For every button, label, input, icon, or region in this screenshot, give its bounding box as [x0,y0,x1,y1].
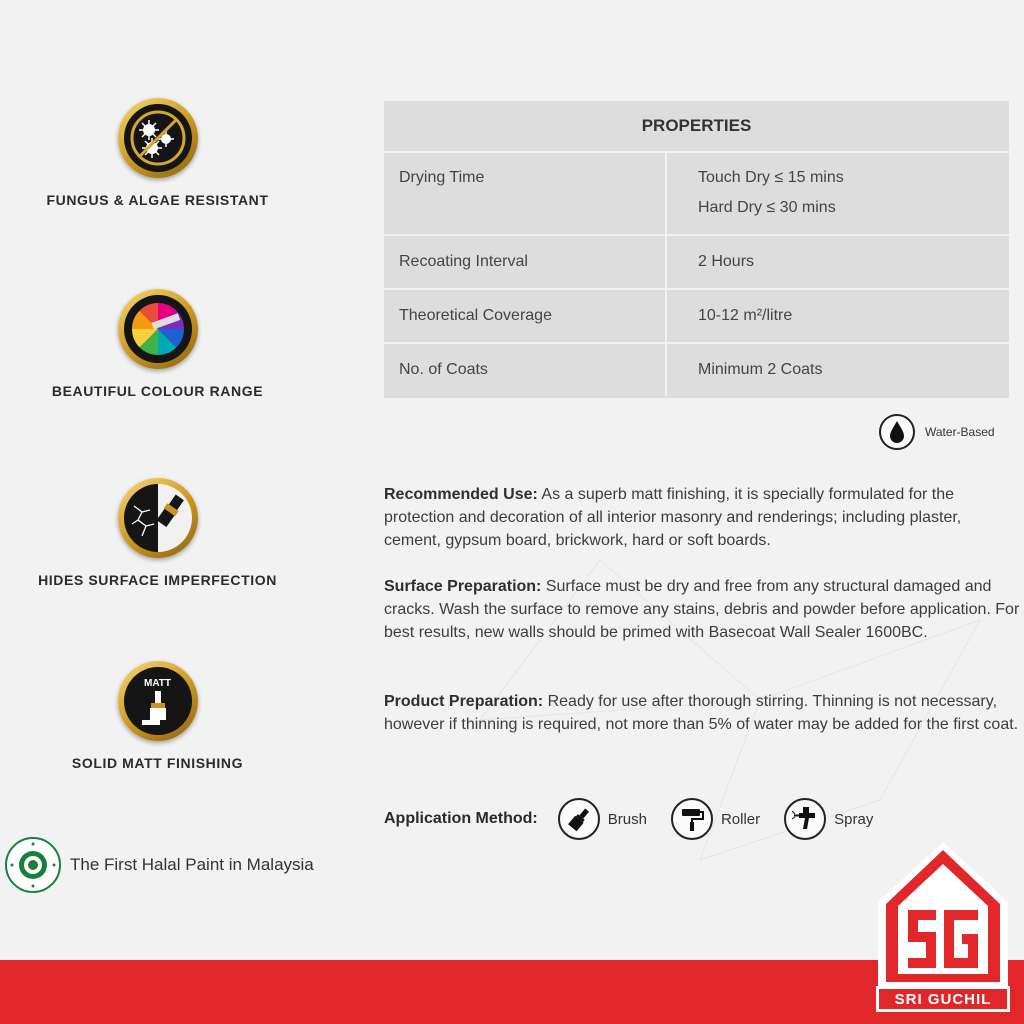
roller-icon [679,806,705,832]
water-based-indicator [878,413,995,451]
recommended-use-section [384,483,1022,552]
property-name: No. of Coats [384,344,667,396]
colour-wheel-icon [128,299,188,359]
property-value: Minimum 2 Coats [698,361,823,378]
recommended-use-text: As a superb matt finishing, it is specially formulated for the protection and decoration of all interior masonry and renderings; including plaster, cement, gypsum board, brickwork, hard or soft boards. [384,486,962,549]
hides-imperfection-badge [118,478,198,558]
method-label: Brush [607,810,647,828]
application-method-label: Application Method: [384,810,538,827]
surface-preparation-section [384,575,1022,644]
water-based-label: Water-Based [925,425,995,439]
matt-badge-text: MATT [143,677,172,689]
method-label: Spray [834,810,874,828]
brand-name: SRI GUCHIL [876,986,1010,1012]
property-value: Hard Dry ≤ 30 mins [698,199,836,216]
solid-matt-badge [118,661,198,741]
surface-preparation-text: Surface must be dry and free from any structural damaged and cracks. Wash the surface to remove any stains, debris and powder before application. For best results, new walls should be primed with Basecoat Wall Sealer 1600BC. [384,578,1020,641]
brush-icon [566,806,592,832]
feature-label: FUNGUS & ALGAE RESISTANT [46,192,269,208]
spray-gun-icon [791,805,819,833]
method-label: Roller [720,810,761,828]
properties-table [384,101,1009,398]
halal-statement [4,836,314,894]
feature-label: HIDES SURFACE IMPERFECTION [38,572,277,588]
brand-band [0,960,1024,1024]
product-preparation-title: Product Preparation: [384,693,544,710]
application-method [384,798,897,840]
table-row [384,344,1009,396]
product-preparation-text: Ready for use after thorough stirring. Thinning is not necessary, however if thinning is required, not more than 5% of water may be added for the first coat. [384,693,1019,733]
matt-brush-icon [138,689,178,729]
feature-solid-matt [20,661,295,771]
property-name: Drying Time [384,153,667,234]
fungus-resistant-icon [128,108,188,168]
property-name: Recoating Interval [384,236,667,288]
table-row [384,236,1009,290]
method-brush [558,798,647,840]
feature-label: SOLID MATT FINISHING [71,755,244,771]
property-value: 10-12 m²/litre [698,307,793,324]
method-roller [671,798,760,840]
colour-range-badge [118,289,198,369]
feature-label: BEAUTIFUL COLOUR RANGE [51,383,264,399]
surface-preparation-title: Surface Preparation: [384,578,542,595]
feature-colour-range [20,289,295,399]
property-value: 2 Hours [698,253,755,270]
table-row [384,153,1009,236]
halal-text: The First Halal Paint in Malaysia [70,855,314,874]
feature-fungus-resistant [20,98,295,208]
properties-title: PROPERTIES [384,101,1009,153]
cracked-wall-icon [128,488,188,548]
water-drop-icon [878,413,916,451]
property-name: Theoretical Coverage [384,290,667,342]
property-value: Touch Dry ≤ 15 mins [698,169,844,186]
method-spray [784,798,873,840]
recommended-use-title: Recommended Use: [384,486,538,503]
product-preparation-section [384,690,1022,736]
halal-seal-icon [4,836,62,894]
feature-hides-imperfection [20,478,295,588]
fungus-resistant-badge [118,98,198,178]
table-row [384,290,1009,344]
